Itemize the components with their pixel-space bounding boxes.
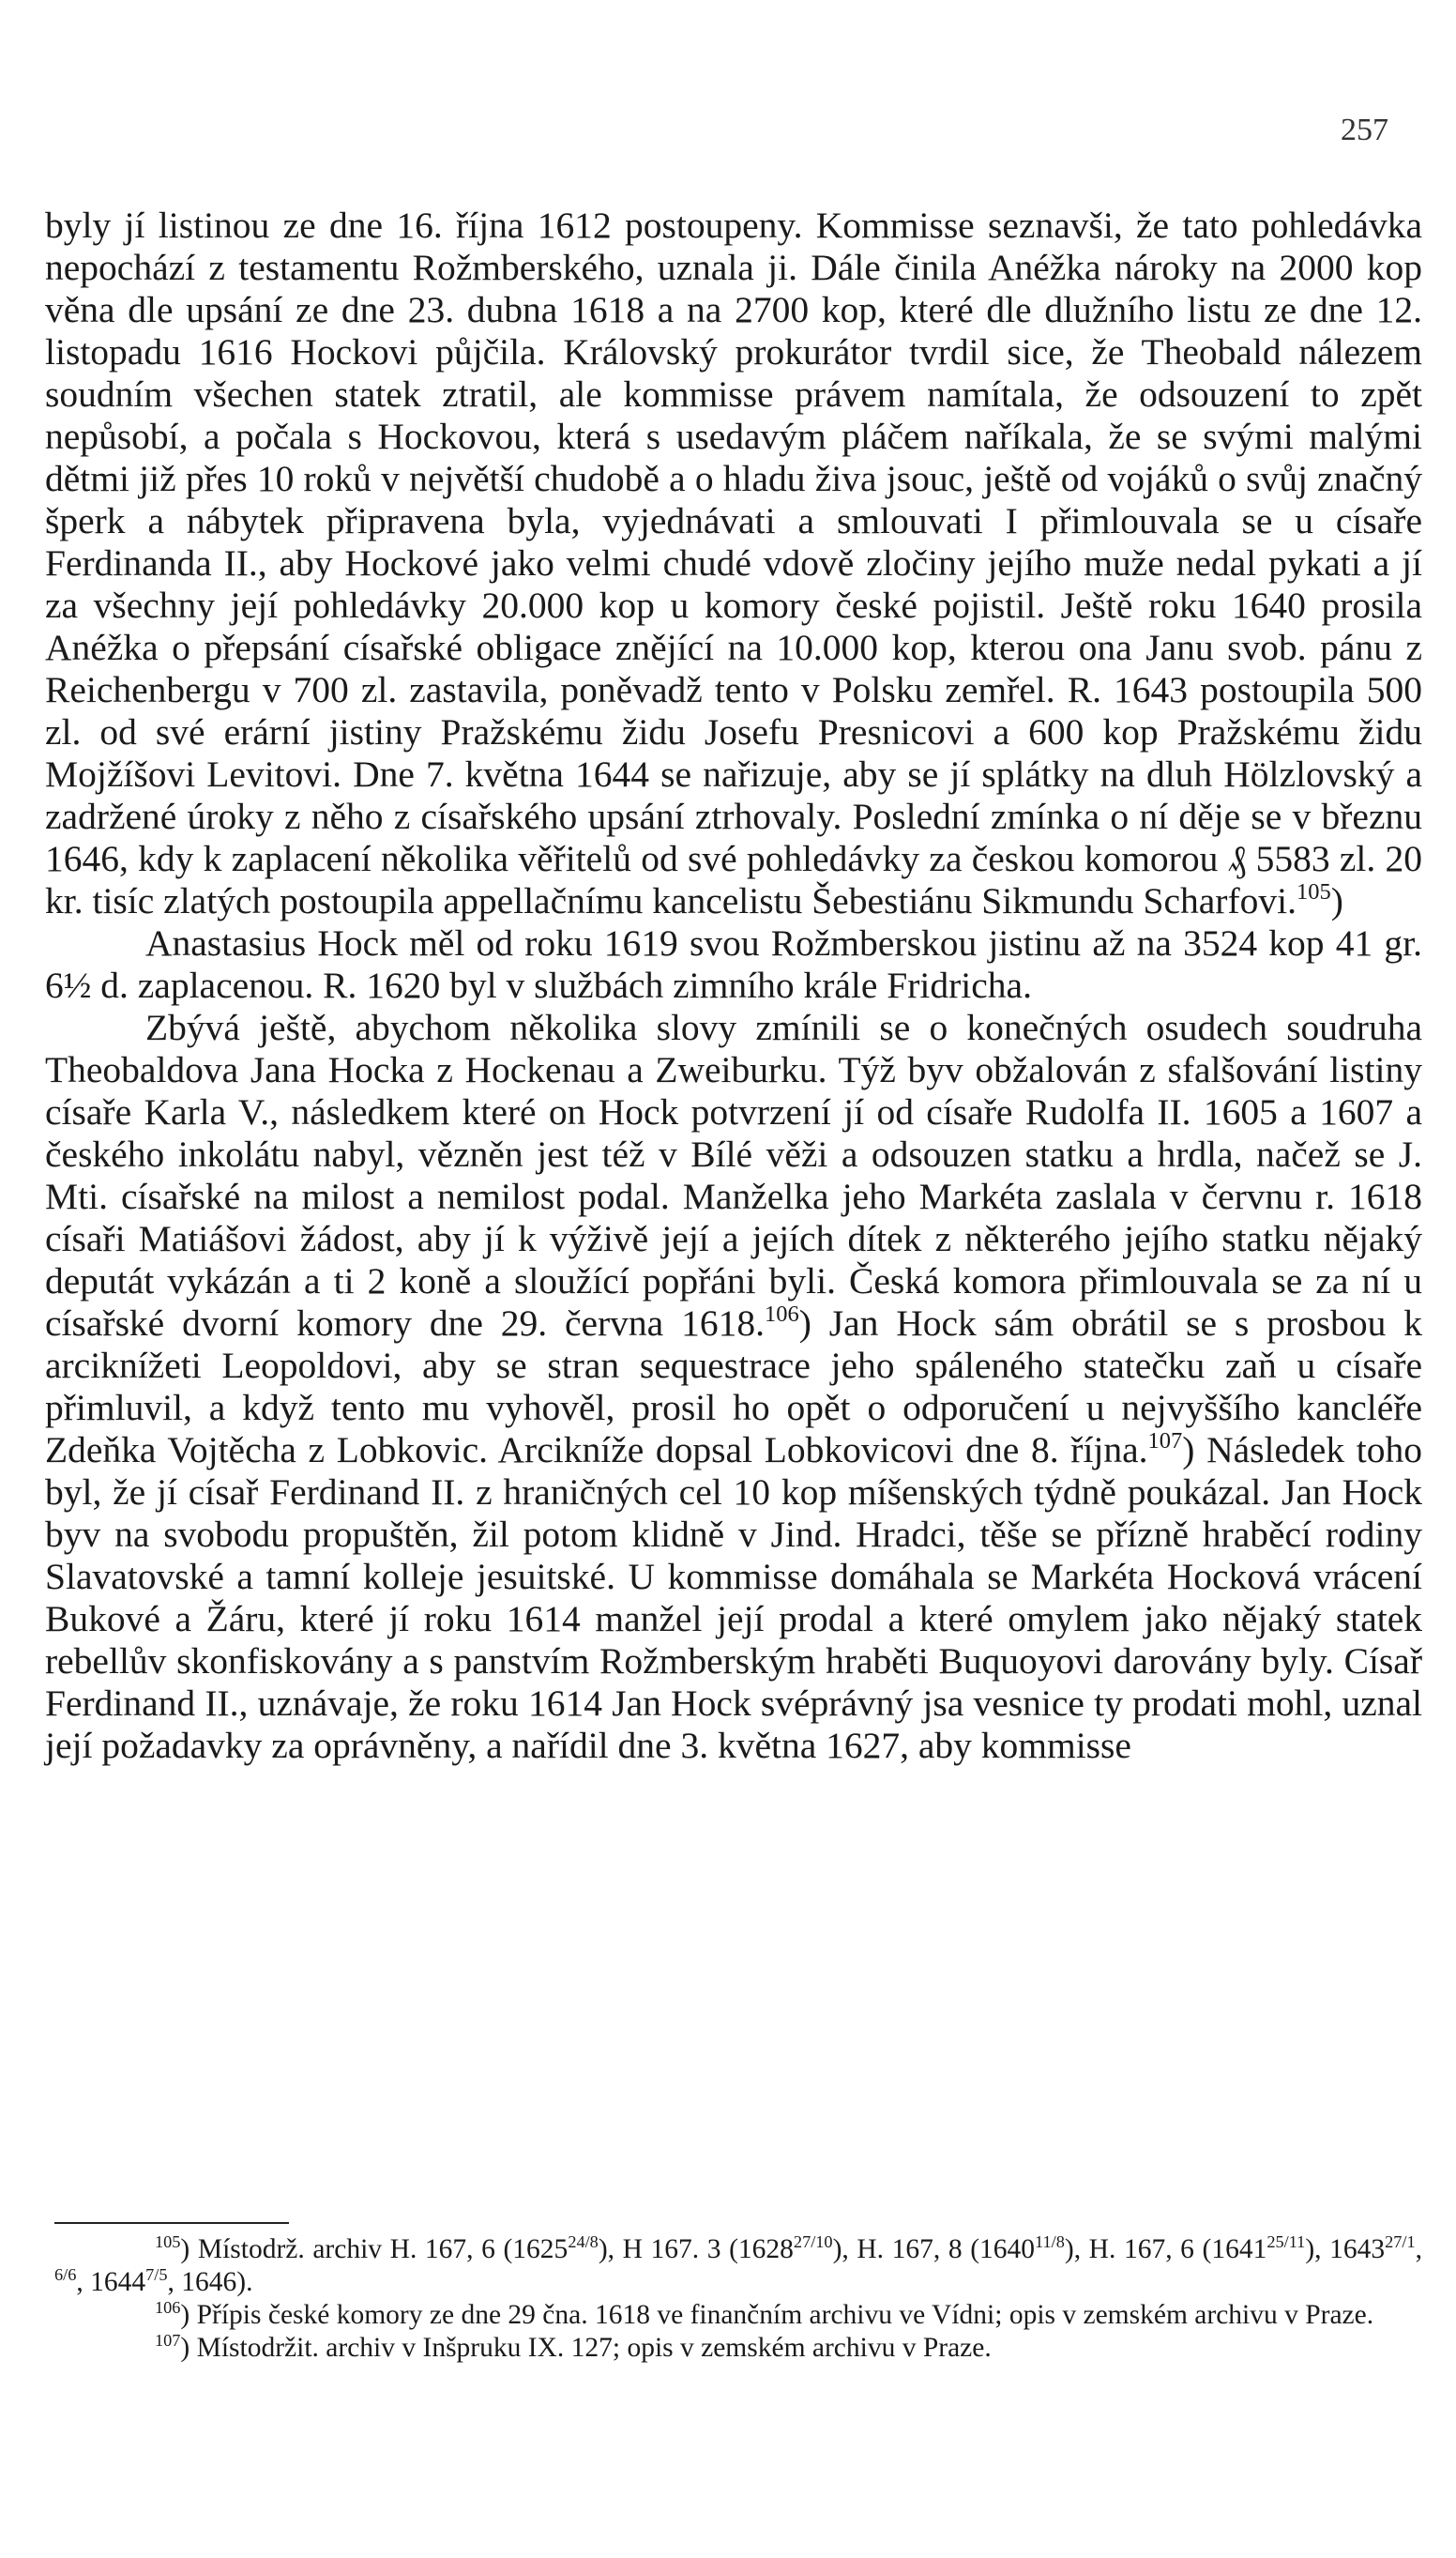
footnote-divider (54, 2222, 289, 2224)
footnote-date-fraction: 24/8 (568, 2232, 599, 2252)
footnote-text: ), H. 167, 8 (1640 (832, 2234, 1036, 2264)
footnote-text: , (1415, 2234, 1422, 2264)
footnote-ref: 105 (1296, 879, 1331, 906)
paragraph-text: Anastasius Hock měl od roku 1619 svou Rožmberskou jistinu až na 3524 kop 41 gr. 6½ d. zaplacenou. R. 1620 byl v službách zimního krále Fridricha. (45, 922, 1422, 1006)
footnote-text: ), H 167. 3 (1628 (598, 2234, 794, 2264)
footnote-ref: 106 (764, 1302, 799, 1328)
footnote-text: , 1646). (167, 2267, 253, 2297)
footnote-date-fraction: 6/6 (54, 2265, 77, 2285)
footnote-ref: 107 (1147, 1428, 1183, 1454)
footnote-date-fraction: 11/8 (1035, 2232, 1065, 2252)
paragraph-text: Následek toho byl, že jí císař Ferdinand II. z hraničných cel 10 kop míšenských týdně poukázal. Jan Hock byv na svobodu propuštěn, žil potom klidně v Jind. Hradci, těše se přízně hraběcí rodiny Slavatovské a tamní kolleje jesuitské. U kommisse domáhala se Markéta Hocková vrácení Bukové a Žáru, které jí roku 1614 manžel její prodal a které omylem jako nějaký statek rebellův skonfiskovány a s panstvím Rožmberským hraběti Buquoyovi darovány byly. Císař Ferdinand II., uznávaje, že roku 1614 Jan Hock svéprávný jsa vesnice ty prodati mohl, uznal její požadavky za oprávněny, a nařídil dne 3. května 1627, aby kommisse (45, 1429, 1422, 1766)
footnote-date-fraction: 27/10 (793, 2232, 833, 2252)
paragraph (45, 922, 1422, 1007)
footnote-text: ) Místodrž. archiv H. 167, 6 (1625 (180, 2234, 569, 2264)
page-number: 257 (1341, 113, 1388, 147)
footnote-date-fraction: 27/1 (1385, 2232, 1416, 2252)
footnote-text: ), 1643 (1305, 2234, 1386, 2264)
footnote-number: 107 (155, 2331, 181, 2351)
footnote (54, 2332, 1422, 2365)
footnote-text: , 1644 (76, 2267, 146, 2297)
main-text (45, 205, 1422, 1767)
paragraph-text: Jan Hock sám obrátil se s prosbou k arciknížeti Leopoldovi, aby se stran sequestrace jeho spáleného statečku zaň u císaře přimluvil, a když tento mu vyhověl, prosil ho opět o odporučení u nejvyššího kancléře Zdeňka Vojtěcha z Lobkovic. Arcikníže dopsal Lobkovicovi dne 8. října. (45, 1302, 1423, 1470)
footnote-date-fraction: 7/5 (145, 2265, 168, 2285)
footnote (54, 2233, 1422, 2299)
footnote-text: ), H. 167, 6 (1641 (1064, 2234, 1267, 2264)
footnote-number: 106 (155, 2298, 181, 2318)
paragraph: byly jí listinou ze dne 16. října 1612 postoupeny. Kommisse seznavši, že tato pohledávka nepochází z testamentu Rožmberského, uznala ji. Dále činila Anéžka nároky na 2000 kop věna dle upsání ze dne 23. dubna 1618 a na 2700 kop, které dle dlužního listu ze dne 12. listopadu 1616 Hockovi půjčila. Královský prokurátor tvrdil sice, že Theobald nálezem soudním všechen statek ztratil, ale kommisse právem namítala, že odsouzení to zpět nepůsobí, a počala s Hockovou, která s usedavým pláčem naříkala, že se svými malými dětmi již přes 10 roků v největší chudobě a o hladu živa jsouc, ještě od vojáků o svůj značný šperk a nábytek připravena byla, vyjednávati a smlouvati I přimlouvala se u císaře Ferdinanda II., aby Hockové jako velmi chudé vdově zločiny jejího muže nedal pykati a jí za všechny její pohledávky 20.000 kop u komory české pojistil. Ještě roku 1640 prosila Anéžka o přepsání císařské obligace znějící na 10.000 kop, kterou ona Janu svob. pánu z Reichenbergu v 700 zl. zastavila, poněvadž tento v Polsku zemřel. R. 1643 postoupila 500 zl. od své erární jistiny Pražskému židu Josefu Presnicovi a 600 kop Pražskému židu Mojžíšovi Levitovi. Dne 7. května 1644 se nařizuje, aby se jí splátky na dluh Hölzlovský a zadržené úroky z něho z císařského upsání ztrhovaly. Poslední zmínka o ní děje se v březnu 1646, kdy k zaplacení několika věřitelů od své pohledávky za českou komorou ₰ 5583 zl. 20 kr. tisíc zlatých postoupila appellačnímu kancelistu Šebestiánu Sikmundu Scharfovi.$^{105}$) (45, 205, 1422, 921)
footnote (54, 2299, 1422, 2332)
paragraph-text: Zbývá ještě, abychom několika slovy zmínili se o konečných osudech soudruha Theobaldova Jana Hocka z Hockenau a Zweiburku. Týž byv obžalován z sfalšování listiny císaře Karla V., následkem které on Hock potvrzení jí od císaře Rudolfa II. 1605 a 1607 a českého inkolátu nabyl, vězněn jest též v Bílé věži a odsouzen statku a hrdla, načež se J. Mti. císařské na milost a nemilost podal. Manželka jeho Markéta zaslala v červnu r. 1618 císaři Matiášovi žádost, aby jí k výživě její a jejích dítek z některého jejího statku nějaký deputát vykázán a ti 2 koně a sloužící popřáni byli. Česká komora přimlouvala se za ní u císařské dvorní komory dne 29. června 1618. (45, 1007, 1422, 1344)
footnote-text: ) Přípis české komory ze dne 29 čna. 1618 ve finančním archivu ve Vídni; opis v zemském archivu v Praze. (180, 2300, 1374, 2330)
footnote-number: 105 (155, 2232, 181, 2252)
footnote-text: ) Místodržit. archiv v Inšpruku IX. 127; opis v zemském archivu v Praze. (180, 2333, 992, 2363)
paragraph-text: byly jí listinou ze dne 16. října 1612 postoupeny. Kommisse seznavši, že tato pohledávka nepochází z testamentu Rožmberského, uznala ji. Dále činila Anéžka nároky na 2000 kop věna dle upsání ze dne 23. dubna 1618 a na 2700 kop, které dle dlužního listu ze dne 12. listopadu 1616 Hockovi půjčila. Královský prokurátor tvrdil sice, že Theobald nálezem soudním všechen statek ztratil, ale kommisse právem namítala, že odsouzení to zpět nepůsobí, a počala s Hockovou, která s usedavým pláčem naříkala, že se svými malými dětmi již přes 10 roků v největší chudobě a o hladu živa jsouc, ještě od vojáků o svůj značný šperk a nábytek připravena byla, vyjednávati a smlouvati I přimlouvala se u císaře Ferdinanda II., aby Hockové jako velmi chudé vdově zločiny jejího muže nedal pykati a jí za všechny její pohledávky 20.000 kop u komory české pojistil. Ještě roku 1640 prosila Anéžka o přepsání císařské obligace znějící na 10.000 kop, kterou ona Janu svob. pánu z Reichenbergu v 700 zl. zastavila, poněvadž tento v Polsku zemřel. R. 1643 postoupila 500 zl. od své erární jistiny Pražskému židu Josefu Presnicovi a 600 kop Pražskému židu Mojžíšovi Levitovi. Dne 7. května 1644 se nařizuje, aby se jí splátky na dluh Hölzlovský a zadržené úroky z něho z císařského upsání ztrhovaly. Poslední zmínka o ní děje se v březnu 1646, kdy k zaplacení několika věřitelů od své pohledávky za českou komorou ₰ 5583 zl. 20 kr. tisíc zlatých postoupila appellačnímu kancelistu Šebestiánu Sikmundu Scharfovi. (45, 205, 1422, 921)
paragraph: Zbývá ještě, abychom několika slovy zmínili se o konečných osudech soudruha Theobaldova Jana Hocka z Hockenau a Zweiburku. Týž byv obžalován z sfalšování listiny císaře Karla V., následkem které on Hock potvrzení jí od císaře Rudolfa II. 1605 a 1607 a českého inkolátu nabyl, vězněn jest též v Bílé věži a odsouzen statku a hrdla, načež se J. Mti. císařské na milost a nemilost podal. Manželka jeho Markéta zaslala v červnu r. 1618 císaři Matiášovi žádost, aby jí k výživě její a jejích dítek z některého jejího statku nějaký deputát vykázán a ti 2 koně a sloužící popřáni byli. Česká komora přimlouvala se za ní u císařské dvorní komory dne 29. června 1618.$^{106}$) Jan Hock sám obrátil se s prosbou k arciknížeti Leopoldovi, aby se stran sequestrace jeho spáleného statečku zaň u císaře přimluvil, a když tento mu vyhověl, prosil ho opět o odporučení u nejvyššího kancléře Zdeňka Vojtěcha z Lobkovic. Arcikníže dopsal Lobkovicovi dne 8. října.$^{107}$) Následek toho byl, že jí císař Ferdinand II. z hraničných cel 10 kop míšenských týdně poukázal. Jan Hock byv na svobodu propuštěn, žil potom klidně v Jind. Hradci, těše se přízně hraběcí rodiny Slavatovské a tamní kolleje jesuitské. U kommisse domáhala se Markéta Hocková vrácení Bukové a Žáru, které jí roku 1614 manžel její prodal a které omylem jako nějaký statek rebellův skonfiskovány a s panstvím Rožmberským hraběti Buquoyovi darovány byly. Císař Ferdinand II., uznávaje, že roku 1614 Jan Hock svéprávný jsa vesnice ty prodati mohl, uznal její požadavky za oprávněny, a nařídil dne 3. května 1627, aby kommisse (45, 1007, 1423, 1766)
footnotes (54, 2233, 1422, 2365)
footnote-date-fraction: 25/11 (1266, 2232, 1306, 2252)
